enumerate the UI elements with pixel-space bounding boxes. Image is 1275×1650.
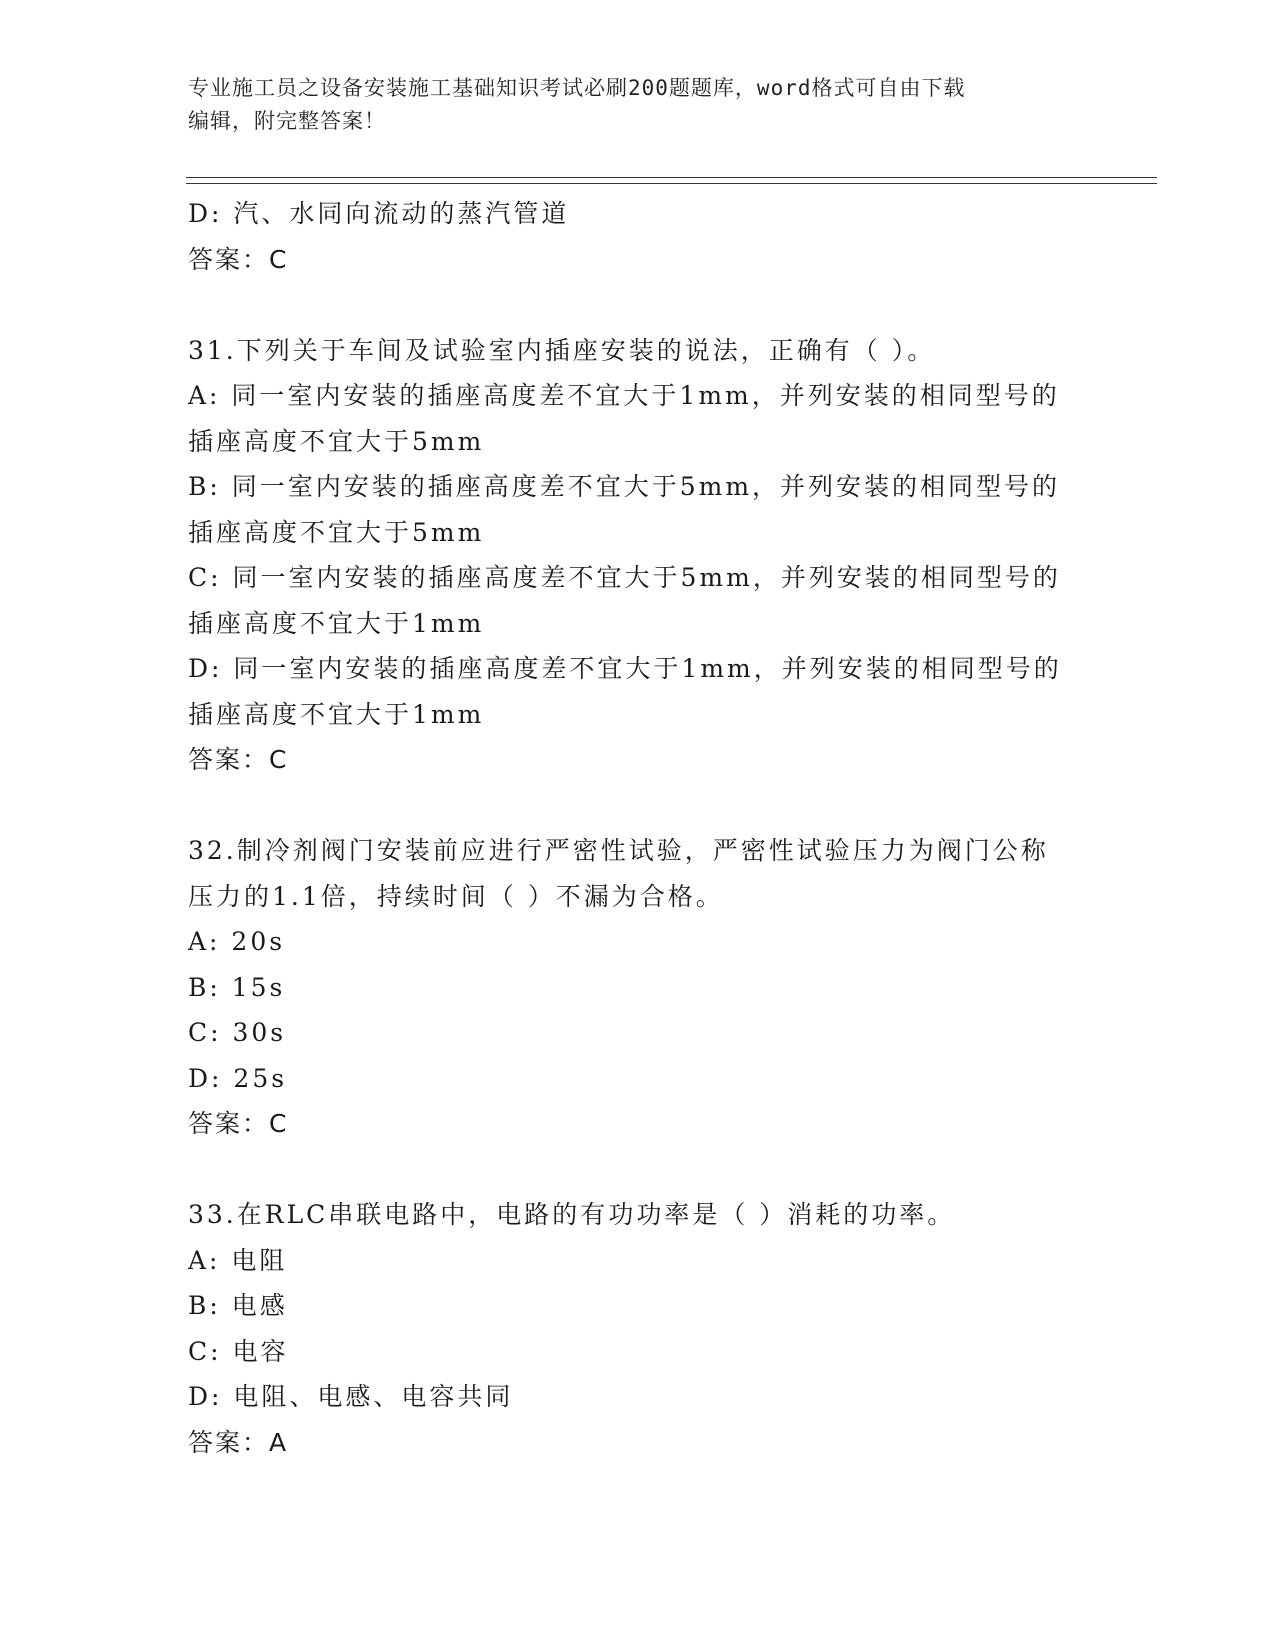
- question-stem-cont: 压力的1.1倍，持续时间（ ）不漏为合格。: [188, 881, 724, 911]
- spacer: [188, 282, 1088, 328]
- option-d: D: 汽、水同向流动的蒸汽管道: [188, 199, 570, 228]
- option-b-cont: 插座高度不宜大于5mm: [188, 517, 485, 547]
- option-c: C: 同一室内安装的插座高度差不宜大于5mm，并列安装的相同型号的: [188, 563, 1061, 592]
- option-d-cont: 插座高度不宜大于1mm: [188, 699, 485, 729]
- option-a: A: 20s: [188, 927, 286, 956]
- option-b: B: 同一室内安装的插座高度差不宜大于5mm，并列安装的相同型号的: [188, 472, 1061, 501]
- option-a-cont: 插座高度不宜大于5mm: [188, 426, 485, 456]
- answer: 答案：C: [188, 244, 289, 274]
- question-content: [188, 191, 1088, 1465]
- question-stem: 32.制冷剂阀门安装前应进行严密性试验，严密性试验压力为阀门公称: [188, 836, 1049, 865]
- question-33: [188, 1192, 1088, 1465]
- header-divider-top: [186, 177, 1157, 178]
- header-divider-bottom: [186, 183, 1157, 184]
- option-c-cont: 插座高度不宜大于1mm: [188, 608, 485, 638]
- answer: 答案：C: [188, 1109, 289, 1138]
- question-stem: 31.下列关于车间及试验室内插座安装的说法，正确有（ ）。: [188, 335, 936, 365]
- answer: 答案：A: [188, 1427, 289, 1457]
- option-d: D: 25s: [188, 1063, 288, 1093]
- option-d: D: 电阻、电感、电容共同: [188, 1382, 514, 1411]
- question-31: [188, 328, 1088, 783]
- option-b: B: 15s: [188, 972, 286, 1002]
- header-line-1: 专业施工员之设备安装施工基础知识考试必刷200题题库，word格式可自由下载: [188, 76, 966, 100]
- option-a: A: 同一室内安装的插座高度差不宜大于1mm，并列安装的相同型号的: [188, 381, 1060, 410]
- spacer: [188, 783, 1088, 829]
- question-stem: 33.在RLC串联电路中，电路的有功功率是（ ）消耗的功率。: [188, 1200, 956, 1229]
- option-c: C: 电容: [188, 1336, 289, 1366]
- question-32: [188, 828, 1088, 1147]
- option-b: B: 电感: [188, 1291, 288, 1320]
- option-c: C: 30s: [188, 1018, 287, 1047]
- header-line-2: 编辑，附完整答案！: [188, 109, 386, 133]
- option-a: A: 电阻: [188, 1245, 288, 1275]
- spacer: [188, 1147, 1088, 1193]
- previous-question-tail: [188, 191, 1088, 282]
- option-d: D: 同一室内安装的插座高度差不宜大于1mm，并列安装的相同型号的: [188, 654, 1062, 683]
- document-header: [188, 72, 1068, 138]
- answer: 答案：C: [188, 745, 289, 774]
